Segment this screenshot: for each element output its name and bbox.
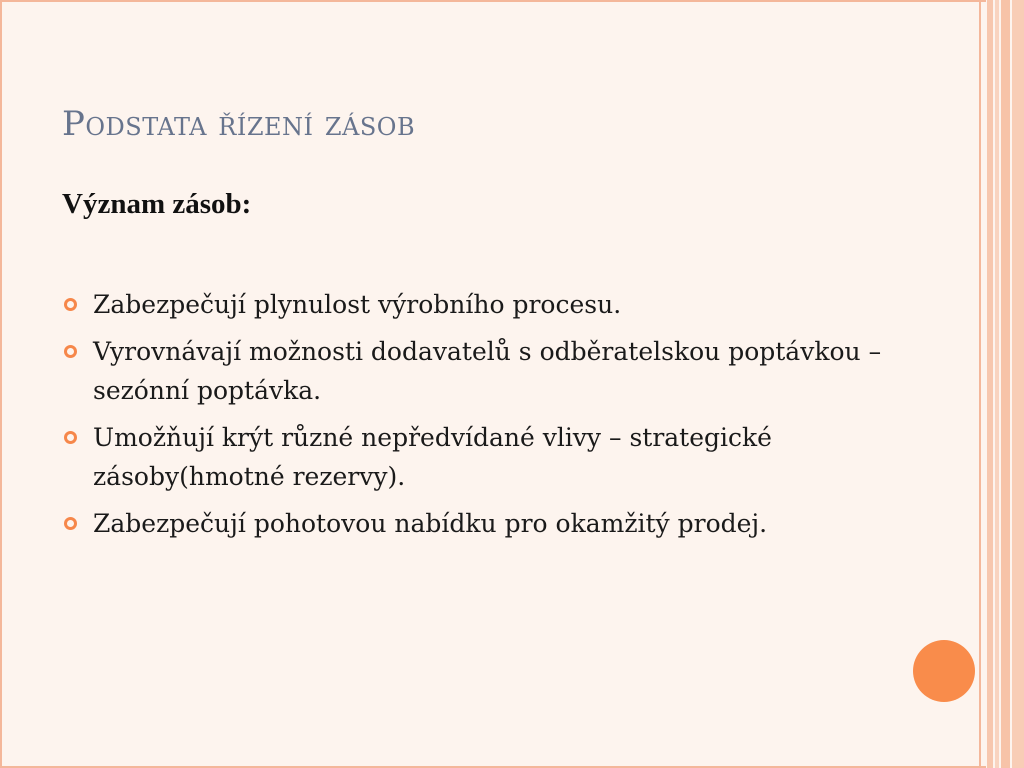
orange-circle-icon bbox=[913, 640, 975, 702]
bullet-text: Vyrovnávají možnosti dodavatelů s odběratelskou poptávkou –sezónní poptávka. bbox=[93, 337, 882, 405]
bullet-item bbox=[62, 418, 902, 496]
decorative-stripe bbox=[995, 0, 999, 768]
bullet-text: Zabezpečují plynulost výrobního procesu. bbox=[93, 290, 622, 319]
slide-title: Podstata řízení zásob bbox=[62, 104, 416, 144]
hollow-circle-bullet-icon bbox=[64, 345, 77, 358]
frame-top-border bbox=[0, 0, 986, 2]
decorative-stripe bbox=[1001, 0, 1010, 768]
bullet-text: Umožňují krýt různé nepředvídané vlivy – strategické zásoby(hmotné rezervy). bbox=[93, 423, 772, 491]
bullet-text: Zabezpečují pohotovou nabídku pro okamžitý prodej. bbox=[93, 509, 768, 538]
decorative-stripe bbox=[987, 0, 993, 768]
hollow-circle-bullet-icon bbox=[64, 431, 77, 444]
hollow-circle-bullet-icon bbox=[64, 298, 77, 311]
bullet-item bbox=[62, 285, 902, 324]
frame-left-border bbox=[0, 0, 2, 768]
bullet-list bbox=[62, 285, 902, 551]
decorative-stripe bbox=[1012, 0, 1024, 768]
hollow-circle-bullet-icon bbox=[64, 517, 77, 530]
bullet-item bbox=[62, 504, 902, 543]
bullet-item bbox=[62, 332, 902, 410]
frame-right-border bbox=[979, 0, 981, 768]
slide-subtitle: Význam zásob: bbox=[62, 188, 252, 220]
